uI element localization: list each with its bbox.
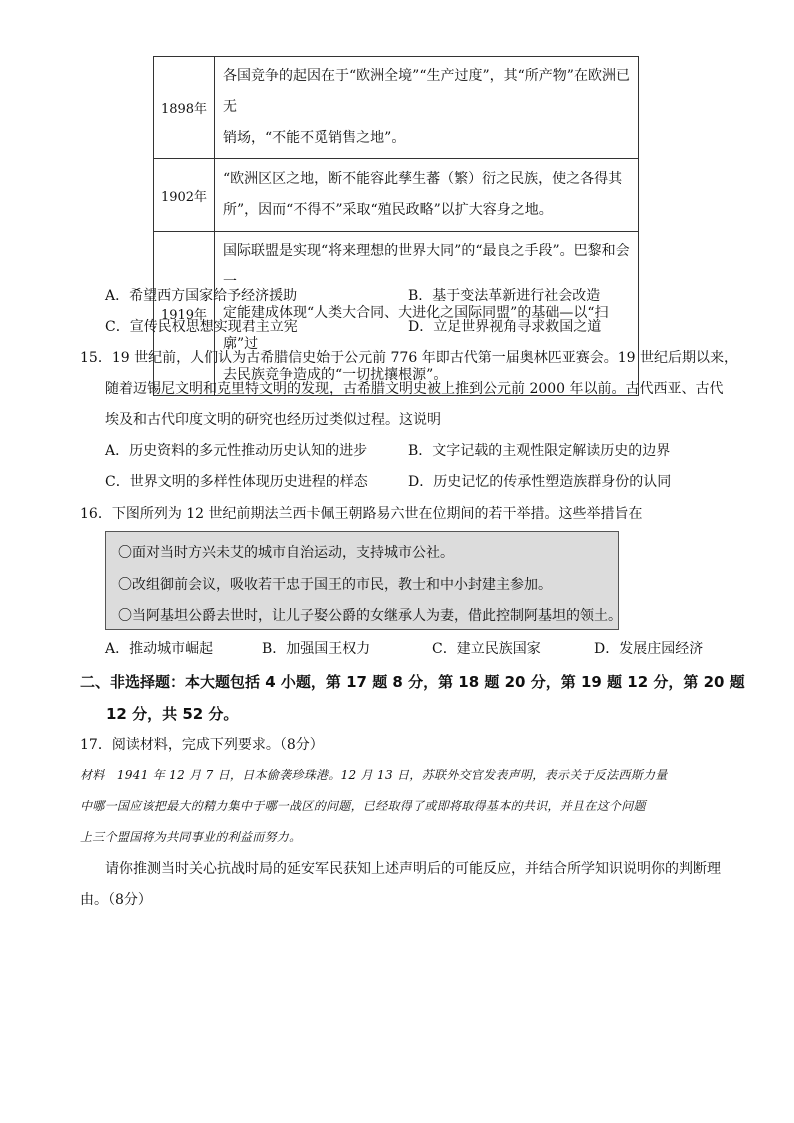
q14-option-a: A．希望西方国家给予经济援助 [105, 288, 298, 304]
q17-question-line: 请你推测当时关心抗战时局的延安军民获知上述声明后的可能反应，并结合所学知识说明你的判断理 [105, 861, 721, 877]
q15-stem-line: 15．19 世纪前，人们认为古希腊信史始于公元前 776 年即古代第一届奥林匹亚赛会。19 世纪后期以来， [80, 350, 738, 366]
q15-stem-line: 随着迈锡尼文明和克里特文明的发现，古希腊文明史被上推到公元前 2000 年以前。古代西亚、古代 [105, 381, 724, 397]
quote-line: 定能建成体现“人类大合同、大进化之国际同盟”的基础—以“扫廓”过 [223, 305, 609, 352]
quote-line: 所”，因而“不得不”采取“殖民政略”以扩大容身之地。 [223, 202, 553, 218]
q16-option-a: A．推动城市崛起 [105, 641, 214, 657]
q15-option-c: C．世界文明的多样性体现历史进程的样态 [105, 474, 368, 490]
q15-option-d: D．历史记忆的传承性塑造族群身份的认同 [408, 474, 672, 490]
table-row [154, 159, 639, 232]
q17-stem: 17．阅读材料，完成下列要求。（8分） [80, 737, 324, 753]
measure-item: 〇面对当时方兴未艾的城市自治运动，支持城市公社。 [118, 545, 454, 561]
material-line: 中哪一国应该把最大的精力集中于哪一战区的问题，已经取得了或即将取得基本的共识，并且在这个问题 [80, 799, 646, 813]
quote-line: 去民族竞争造成的“一切扰攘根源”。 [223, 367, 448, 383]
year-cell: 1902年 [154, 159, 215, 232]
quote-cell [215, 159, 639, 232]
measure-item: 〇当阿基坦公爵去世时，让儿子娶公爵的女继承人为妻，借此控制阿基坦的领土。 [118, 608, 622, 624]
section-heading: 二、非选择题：本大题包括 4 小题，第 17 题 8 分，第 18 题 20 分，第 19 题 12 分，第 20 题 [80, 673, 745, 691]
material-line: 上三个盟国将为共同事业的利益而努力。 [80, 830, 302, 844]
table-row [154, 57, 639, 159]
q16-option-c: C．建立民族国家 [432, 641, 541, 657]
q15-stem-line: 埃及和古代印度文明的研究也经历过类似过程。这说明 [105, 412, 441, 428]
q14-option-c: C．宣传民权思想实现君主立宪 [105, 319, 298, 335]
quote-cell [215, 57, 639, 159]
quote-line: 国际联盟是实现“将来理想的世界大同”的“最良之手段”。巴黎和会一 [223, 243, 630, 290]
quotes-table [153, 56, 639, 396]
year-cell: 1919年 [154, 232, 215, 396]
q16-option-d: D．发展庄园经济 [594, 641, 704, 657]
q14-option-d: D．立足世界视角寻求救国之道 [408, 319, 602, 335]
quote-line: “欧洲区区之地，断不能容此孳生蕃（繁）衍之民族，使之各得其 [223, 171, 623, 187]
q14-option-b: B．基于变法革新进行社会改造 [408, 288, 601, 304]
q17-question-line: 由。（8分） [80, 892, 152, 908]
q16-stem: 16．下图所列为 12 世纪前期法兰西卡佩王朝路易六世在位期间的若干举措。这些举措旨在 [80, 506, 643, 522]
year-cell: 1898年 [154, 57, 215, 159]
q15-option-b: B．文字记载的主观性限定解读历史的边界 [408, 443, 671, 459]
material-line: 材料 1941 年 12 月 7 日，日本偷袭珍珠港。12 月 13 日，苏联外交官发表声明，表示关于反法西斯力量 [80, 768, 668, 782]
quote-cell [215, 232, 639, 396]
q15-option-a: A．历史资料的多元性推动历史认知的进步 [105, 443, 368, 459]
q16-measures-box [105, 531, 622, 630]
q16-option-b: B．加强国王权力 [262, 641, 371, 657]
measure-item: 〇改组御前会议，吸收若干忠于国王的市民，教士和中小封建主参加。 [118, 577, 552, 593]
quote-line: 各国竞争的起因在于“欧洲全境”“生产过度”，其“所产物”在欧洲已无 [223, 68, 630, 115]
table-row [154, 232, 639, 396]
quote-line: 销场，“不能不觅销售之地”。 [223, 130, 406, 146]
section-heading-cont: 12 分，共 52 分。 [106, 705, 239, 723]
